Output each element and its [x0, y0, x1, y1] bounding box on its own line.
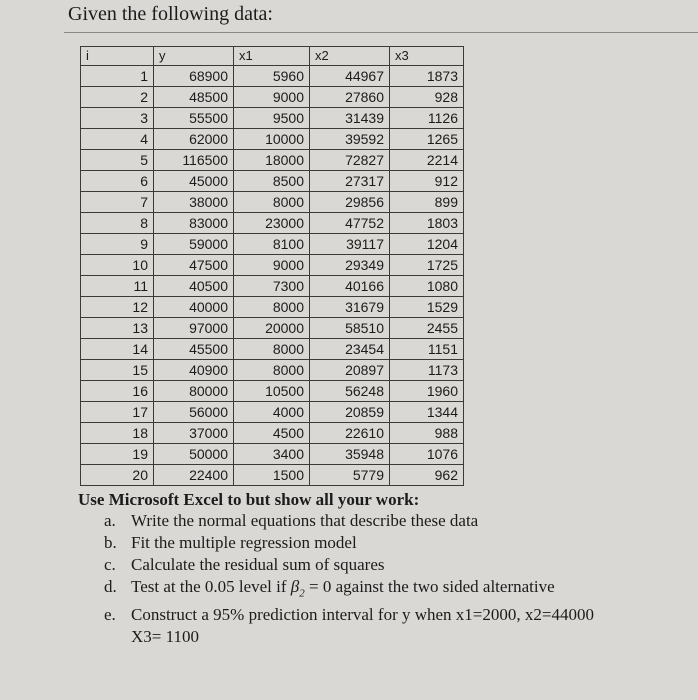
- table-cell-i: 1: [81, 66, 154, 87]
- table-cell-x3: 2214: [390, 150, 464, 171]
- table-row: [81, 255, 464, 276]
- table-cell-x2: 58510: [310, 318, 390, 339]
- table-cell-x2: 39117: [310, 234, 390, 255]
- table-cell-x3: 1080: [390, 276, 464, 297]
- table-cell-y: 40900: [154, 360, 234, 381]
- table-cell-x3: 1076: [390, 444, 464, 465]
- task-item-b: [104, 532, 594, 554]
- table-cell-y: 59000: [154, 234, 234, 255]
- task-item-d: [104, 576, 594, 604]
- column-header-y: y: [154, 47, 234, 66]
- column-header-x1: x1: [234, 47, 310, 66]
- table-cell-x1: 7300: [234, 276, 310, 297]
- table-cell-i: 11: [81, 276, 154, 297]
- table-cell-y: 97000: [154, 318, 234, 339]
- table-row: [81, 108, 464, 129]
- table-row: [81, 192, 464, 213]
- table-row: [81, 87, 464, 108]
- table-row: [81, 276, 464, 297]
- task-item-e: [104, 604, 594, 648]
- table-cell-x1: 8000: [234, 192, 310, 213]
- task-text: Write the normal equations that describe these data: [131, 511, 479, 530]
- table-row: [81, 423, 464, 444]
- table-cell-x3: 1960: [390, 381, 464, 402]
- table-cell-y: 116500: [154, 150, 234, 171]
- task-item-a: [104, 510, 594, 532]
- table-cell-x3: 899: [390, 192, 464, 213]
- table-cell-x3: 1344: [390, 402, 464, 423]
- table-row: [81, 150, 464, 171]
- table-cell-x1: 9500: [234, 108, 310, 129]
- table-cell-x3: 1173: [390, 360, 464, 381]
- table-cell-i: 6: [81, 171, 154, 192]
- table-cell-y: 40000: [154, 297, 234, 318]
- task-marker: a.: [104, 511, 116, 530]
- table-cell-i: 17: [81, 402, 154, 423]
- table-cell-x3: 1725: [390, 255, 464, 276]
- beta-letter: β: [290, 577, 300, 596]
- column-header-i: i: [81, 47, 154, 66]
- table-row: [81, 171, 464, 192]
- table-cell-y: 40500: [154, 276, 234, 297]
- table-cell-x3: 912: [390, 171, 464, 192]
- table-cell-i: 9: [81, 234, 154, 255]
- table-cell-x2: 5779: [310, 465, 390, 486]
- table-body: [81, 66, 464, 486]
- task-text-post: = 0 against the two sided alternative: [304, 577, 555, 596]
- task-text: [131, 604, 594, 648]
- data-table: [80, 46, 464, 486]
- table-cell-x1: 4500: [234, 423, 310, 444]
- table-cell-x2: 29349: [310, 255, 390, 276]
- table-cell-x1: 9000: [234, 255, 310, 276]
- task-text: Fit the multiple regression model: [131, 533, 357, 552]
- table-cell-x2: 29856: [310, 192, 390, 213]
- table-cell-i: 5: [81, 150, 154, 171]
- table-cell-x1: 10000: [234, 129, 310, 150]
- table-cell-x3: 988: [390, 423, 464, 444]
- task-marker: c.: [104, 555, 116, 574]
- table-cell-x2: 56248: [310, 381, 390, 402]
- table-cell-x3: 1265: [390, 129, 464, 150]
- table-row: [81, 360, 464, 381]
- column-header-x3: x3: [390, 47, 464, 66]
- table-cell-x3: 962: [390, 465, 464, 486]
- table-cell-x2: 31679: [310, 297, 390, 318]
- table-row: [81, 444, 464, 465]
- table-cell-x1: 4000: [234, 402, 310, 423]
- table-cell-x1: 23000: [234, 213, 310, 234]
- task-marker: e.: [104, 605, 116, 625]
- table-cell-x1: 8000: [234, 339, 310, 360]
- table-cell-i: 3: [81, 108, 154, 129]
- table-cell-x1: 5960: [234, 66, 310, 87]
- table-cell-x1: 8000: [234, 360, 310, 381]
- table-cell-x1: 18000: [234, 150, 310, 171]
- task-text: [131, 576, 555, 604]
- table-cell-y: 45000: [154, 171, 234, 192]
- task-marker: d.: [104, 577, 117, 596]
- table-cell-x3: 1873: [390, 66, 464, 87]
- table-row: [81, 381, 464, 402]
- task-text-line1: Construct a 95% prediction interval for y when x1=2000, x2=44000: [131, 605, 594, 625]
- table-header-row: [81, 47, 464, 66]
- instructions-heading: Use Microsoft Excel to but show all your work:: [78, 490, 420, 509]
- table-cell-y: 38000: [154, 192, 234, 213]
- table-cell-x2: 44967: [310, 66, 390, 87]
- beta-subscript: 2: [299, 587, 305, 600]
- table-cell-i: 4: [81, 129, 154, 150]
- table-cell-i: 18: [81, 423, 154, 444]
- table-cell-x1: 8100: [234, 234, 310, 255]
- table-cell-x2: 72827: [310, 150, 390, 171]
- table-cell-x3: 1803: [390, 213, 464, 234]
- table-row: [81, 213, 464, 234]
- table-cell-y: 48500: [154, 87, 234, 108]
- task-marker: b.: [104, 533, 117, 552]
- table-cell-i: 12: [81, 297, 154, 318]
- table-cell-x1: 1500: [234, 465, 310, 486]
- table-cell-i: 10: [81, 255, 154, 276]
- table-cell-y: 56000: [154, 402, 234, 423]
- table-row: [81, 402, 464, 423]
- task-text-line2: X3= 1100: [131, 627, 199, 647]
- table-cell-x2: 20897: [310, 360, 390, 381]
- table-cell-x2: 22610: [310, 423, 390, 444]
- table-row: [81, 66, 464, 87]
- page-title: Given the following data:: [68, 3, 273, 25]
- table-cell-i: 14: [81, 339, 154, 360]
- table-cell-x1: 8500: [234, 171, 310, 192]
- table-row: [81, 318, 464, 339]
- table-cell-x3: 2455: [390, 318, 464, 339]
- table-cell-x1: 8000: [234, 297, 310, 318]
- table-cell-i: 20: [81, 465, 154, 486]
- table-cell-y: 83000: [154, 213, 234, 234]
- table-cell-x1: 20000: [234, 318, 310, 339]
- table-cell-y: 55500: [154, 108, 234, 129]
- table-cell-x2: 47752: [310, 213, 390, 234]
- table-cell-i: 8: [81, 213, 154, 234]
- table-row: [81, 129, 464, 150]
- table-cell-x1: 3400: [234, 444, 310, 465]
- table-cell-x3: 1151: [390, 339, 464, 360]
- table-cell-x2: 35948: [310, 444, 390, 465]
- table-cell-y: 22400: [154, 465, 234, 486]
- beta-symbol: [290, 577, 305, 600]
- divider: [64, 32, 698, 33]
- table-cell-x1: 9000: [234, 87, 310, 108]
- table-cell-x1: 10500: [234, 381, 310, 402]
- table-cell-i: 2: [81, 87, 154, 108]
- table-cell-y: 68900: [154, 66, 234, 87]
- task-item-c: [104, 554, 594, 576]
- task-text: Calculate the residual sum of squares: [131, 555, 385, 574]
- table-row: [81, 339, 464, 360]
- table-cell-x3: 928: [390, 87, 464, 108]
- task-list: [104, 510, 594, 648]
- table-cell-y: 50000: [154, 444, 234, 465]
- column-header-x2: x2: [310, 47, 390, 66]
- table-cell-y: 37000: [154, 423, 234, 444]
- table-cell-x3: 1126: [390, 108, 464, 129]
- table-cell-y: 45500: [154, 339, 234, 360]
- table-cell-x2: 20859: [310, 402, 390, 423]
- table-cell-y: 62000: [154, 129, 234, 150]
- table-cell-y: 80000: [154, 381, 234, 402]
- table-cell-i: 15: [81, 360, 154, 381]
- table-cell-x3: 1204: [390, 234, 464, 255]
- table-cell-i: 7: [81, 192, 154, 213]
- table-cell-x2: 23454: [310, 339, 390, 360]
- table-row: [81, 465, 464, 486]
- table-cell-x2: 40166: [310, 276, 390, 297]
- table-cell-i: 16: [81, 381, 154, 402]
- table-cell-x2: 39592: [310, 129, 390, 150]
- table-cell-x3: 1529: [390, 297, 464, 318]
- table-cell-x2: 27860: [310, 87, 390, 108]
- task-text-pre: Test at the 0.05 level if: [131, 577, 291, 596]
- table-row: [81, 234, 464, 255]
- table-cell-i: 19: [81, 444, 154, 465]
- table-cell-x2: 31439: [310, 108, 390, 129]
- table-row: [81, 297, 464, 318]
- table-cell-i: 13: [81, 318, 154, 339]
- table-cell-x2: 27317: [310, 171, 390, 192]
- table-cell-y: 47500: [154, 255, 234, 276]
